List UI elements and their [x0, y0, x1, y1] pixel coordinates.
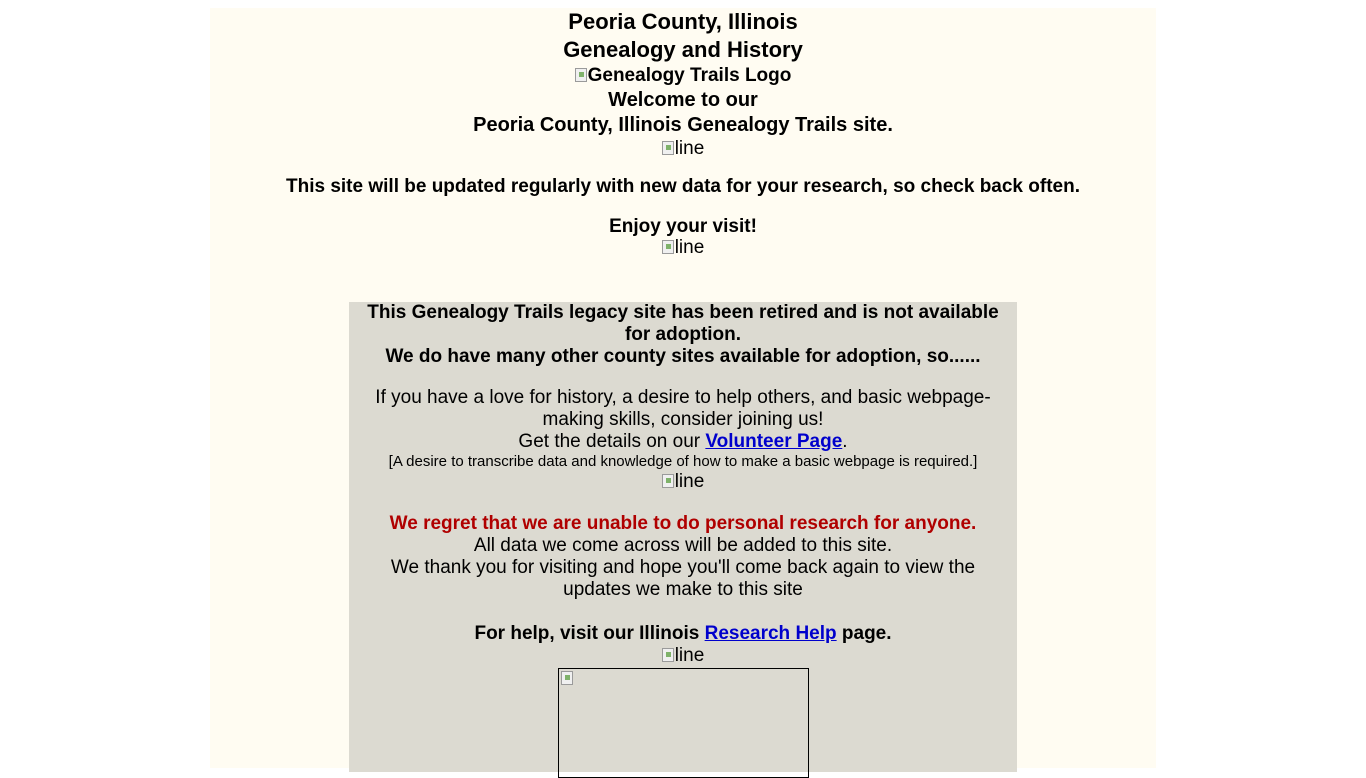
data-added-text: All data we come across will be added to this site. — [473, 535, 893, 556]
genealogy-trails-logo — [575, 64, 792, 88]
thank-you-text: We thank you for visiting and hope you'll come back again to view the updates we make to this site — [390, 557, 976, 600]
page-content — [210, 8, 1156, 768]
divider-alt-text: line — [674, 471, 705, 492]
adoption-text: We do have many other county sites available for adoption, so...... — [385, 346, 981, 367]
welcome-line2: Peoria County, Illinois Genealogy Trails site. — [473, 114, 893, 136]
divider-2 — [210, 237, 1156, 259]
help-line — [349, 623, 1017, 645]
help-suffix: page. — [836, 623, 892, 644]
divider-image — [662, 471, 705, 493]
enjoy-visit-text: Enjoy your visit! — [609, 216, 757, 237]
bottom-image-placeholder — [558, 668, 809, 778]
divider-image — [662, 645, 705, 667]
broken-image-icon — [662, 648, 674, 662]
details-line — [349, 431, 1017, 453]
header — [210, 8, 1156, 160]
broken-image-icon — [662, 141, 674, 155]
update-notice: This site will be updated regularly with new data for your research, so check back often. — [286, 176, 1080, 197]
details-suffix: . — [842, 431, 848, 452]
broken-image-icon — [575, 68, 587, 82]
divider-image — [662, 237, 705, 259]
research-help-link[interactable]: Research Help — [704, 623, 837, 644]
page-title-line2: Genealogy and History — [563, 37, 803, 62]
page-title-line1: Peoria County, Illinois — [568, 9, 798, 34]
divider-alt-text: line — [674, 645, 705, 666]
requirement-note: [A desire to transcribe data and knowledge of how to make a basic webpage is required.] — [388, 453, 978, 470]
love-text: If you have a love for history, a desire to help others, and basic webpage-making skills, consider joining us! — [375, 387, 991, 430]
help-prefix: For help, visit our Illinois — [474, 623, 705, 644]
retired-text: This Genealogy Trails legacy site has been retired and is not available for adoption. — [367, 302, 999, 345]
divider-alt-text: line — [674, 138, 705, 159]
broken-image-icon — [662, 240, 674, 254]
divider-image — [662, 138, 705, 160]
details-prefix: Get the details on our — [518, 431, 706, 452]
broken-image-icon — [561, 671, 573, 685]
no-research-warning: We regret that we are unable to do personal research for anyone. — [389, 513, 977, 534]
welcome-line1: Welcome to our — [608, 89, 758, 111]
divider-alt-text: line — [674, 237, 705, 258]
retired-notice-box — [349, 302, 1017, 772]
broken-image-icon — [662, 474, 674, 488]
volunteer-page-link[interactable]: Volunteer Page — [705, 431, 843, 452]
logo-alt-text: Genealogy Trails Logo — [587, 65, 792, 86]
